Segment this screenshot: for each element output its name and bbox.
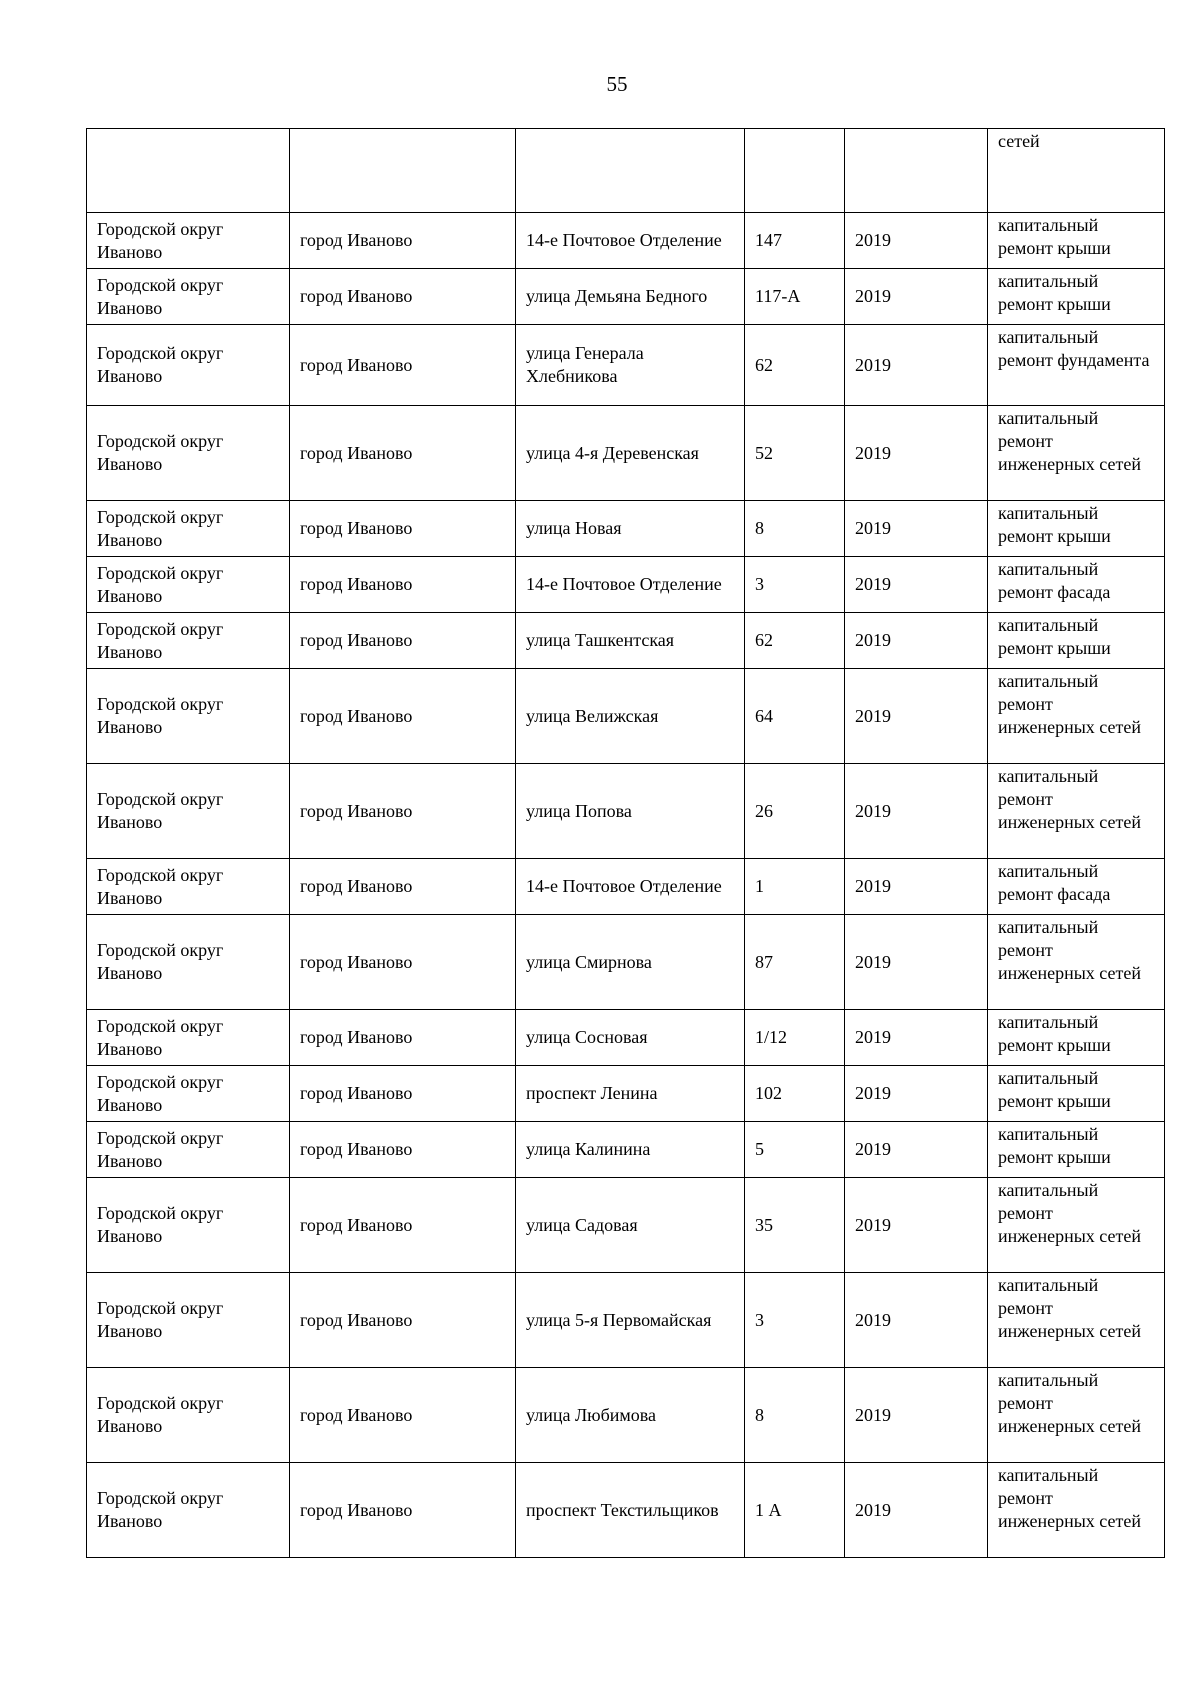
cell-street: улица Демьяна Бедного [516,269,745,325]
table-row [87,1273,1165,1368]
table-row [87,406,1165,501]
cell-district: Городской округ Иваново [87,501,290,557]
cell-district: Городской округ Иваново [87,915,290,1010]
cell-street: улица Велижская [516,669,745,764]
cell-work: капитальный ремонт инженерных сетей [988,406,1165,501]
cell-street [516,129,745,213]
cell-year: 2019 [845,859,988,915]
cell-street: проспект Текстильщиков [516,1463,745,1558]
cell-city: город Иваново [290,1178,516,1273]
cell-house: 102 [745,1066,845,1122]
cell-year: 2019 [845,1066,988,1122]
cell-city: город Иваново [290,557,516,613]
cell-district: Городской округ Иваново [87,764,290,859]
cell-city: город Иваново [290,1122,516,1178]
cell-work: капитальный ремонт крыши [988,1010,1165,1066]
cell-district: Городской округ Иваново [87,406,290,501]
cell-district: Городской округ Иваново [87,269,290,325]
cell-year: 2019 [845,406,988,501]
cell-house: 52 [745,406,845,501]
cell-street: улица Садовая [516,1178,745,1273]
table-row [87,764,1165,859]
cell-work: капитальный ремонт фасада [988,557,1165,613]
cell-house: 1 [745,859,845,915]
cell-street: улица Смирнова [516,915,745,1010]
cell-district: Городской округ Иваново [87,1178,290,1273]
cell-work: капитальный ремонт инженерных сетей [988,669,1165,764]
table-row [87,501,1165,557]
cell-year: 2019 [845,213,988,269]
cell-street: 14-е Почтовое Отделение [516,859,745,915]
cell-city: город Иваново [290,613,516,669]
cell-street: 14-е Почтовое Отделение [516,213,745,269]
cell-year: 2019 [845,915,988,1010]
cell-city: город Иваново [290,859,516,915]
table-row [87,1368,1165,1463]
cell-street: улица Попова [516,764,745,859]
cell-house: 62 [745,613,845,669]
table-row [87,1010,1165,1066]
cell-year: 2019 [845,1368,988,1463]
cell-work: капитальный ремонт крыши [988,1122,1165,1178]
cell-city: город Иваново [290,501,516,557]
cell-district: Городской округ Иваново [87,669,290,764]
cell-district: Городской округ Иваново [87,613,290,669]
cell-year: 2019 [845,1122,988,1178]
cell-year: 2019 [845,1463,988,1558]
repair-table [86,128,1165,1558]
cell-city: город Иваново [290,325,516,406]
table-row [87,557,1165,613]
cell-district: Городской округ Иваново [87,557,290,613]
cell-street: улица Калинина [516,1122,745,1178]
table-row [87,1066,1165,1122]
cell-year [845,129,988,213]
cell-city: город Иваново [290,1066,516,1122]
cell-house: 62 [745,325,845,406]
cell-street: улица Новая [516,501,745,557]
cell-city: город Иваново [290,764,516,859]
cell-work: капитальный ремонт инженерных сетей [988,1178,1165,1273]
cell-house: 64 [745,669,845,764]
cell-street: улица Сосновая [516,1010,745,1066]
cell-street: улица Ташкентская [516,613,745,669]
table-row [87,1463,1165,1558]
cell-house: 3 [745,557,845,613]
cell-street: улица Генерала Хлебникова [516,325,745,406]
cell-district: Городской округ Иваново [87,859,290,915]
cell-city: город Иваново [290,406,516,501]
cell-house [745,129,845,213]
cell-house: 8 [745,501,845,557]
cell-work: капитальный ремонт крыши [988,501,1165,557]
cell-city: город Иваново [290,269,516,325]
cell-house: 3 [745,1273,845,1368]
cell-year: 2019 [845,269,988,325]
cell-city: город Иваново [290,1368,516,1463]
cell-year: 2019 [845,557,988,613]
cell-work: капитальный ремонт фасада [988,859,1165,915]
cell-city: город Иваново [290,213,516,269]
cell-house: 1/12 [745,1010,845,1066]
cell-work: капитальный ремонт инженерных сетей [988,1273,1165,1368]
cell-district: Городской округ Иваново [87,213,290,269]
cell-house: 5 [745,1122,845,1178]
cell-district: Городской округ Иваново [87,1368,290,1463]
cell-street: проспект Ленина [516,1066,745,1122]
cell-city: город Иваново [290,1463,516,1558]
cell-street: 14-е Почтовое Отделение [516,557,745,613]
cell-year: 2019 [845,1010,988,1066]
cell-city: город Иваново [290,1273,516,1368]
cell-work: капитальный ремонт фундамента [988,325,1165,406]
cell-work: капитальный ремонт инженерных сетей [988,764,1165,859]
cell-street: улица 4-я Деревенская [516,406,745,501]
cell-city: город Иваново [290,669,516,764]
cell-work: сетей [988,129,1165,213]
cell-work: капитальный ремонт крыши [988,269,1165,325]
cell-year: 2019 [845,501,988,557]
cell-district: Городской округ Иваново [87,325,290,406]
cell-work: капитальный ремонт крыши [988,613,1165,669]
cell-year: 2019 [845,613,988,669]
cell-work: капитальный ремонт инженерных сетей [988,1368,1165,1463]
cell-work: капитальный ремонт инженерных сетей [988,1463,1165,1558]
cell-house: 35 [745,1178,845,1273]
table-row [87,1178,1165,1273]
cell-house: 26 [745,764,845,859]
cell-year: 2019 [845,1178,988,1273]
cell-work: капитальный ремонт крыши [988,1066,1165,1122]
table-row [87,915,1165,1010]
cell-city: город Иваново [290,1010,516,1066]
cell-district: Городской округ Иваново [87,1066,290,1122]
cell-year: 2019 [845,325,988,406]
cell-district: Городской округ Иваново [87,1463,290,1558]
cell-district: Городской округ Иваново [87,1122,290,1178]
cell-house: 87 [745,915,845,1010]
cell-year: 2019 [845,669,988,764]
cell-house: 117-А [745,269,845,325]
table-row-continued [87,129,1165,213]
cell-district [87,129,290,213]
table-row [87,269,1165,325]
cell-district: Городской округ Иваново [87,1273,290,1368]
cell-work: капитальный ремонт крыши [988,213,1165,269]
table-row [87,213,1165,269]
cell-city [290,129,516,213]
cell-year: 2019 [845,764,988,859]
table-row [87,1122,1165,1178]
cell-house: 8 [745,1368,845,1463]
cell-house: 1 А [745,1463,845,1558]
table-body [87,129,1165,1558]
table-row [87,325,1165,406]
table-row [87,669,1165,764]
cell-street: улица 5-я Первомайская [516,1273,745,1368]
cell-work: капитальный ремонт инженерных сетей [988,915,1165,1010]
table-row [87,859,1165,915]
cell-street: улица Любимова [516,1368,745,1463]
table-row [87,613,1165,669]
cell-year: 2019 [845,1273,988,1368]
cell-city: город Иваново [290,915,516,1010]
cell-house: 147 [745,213,845,269]
page-number: 55 [606,72,628,96]
cell-district: Городской округ Иваново [87,1010,290,1066]
